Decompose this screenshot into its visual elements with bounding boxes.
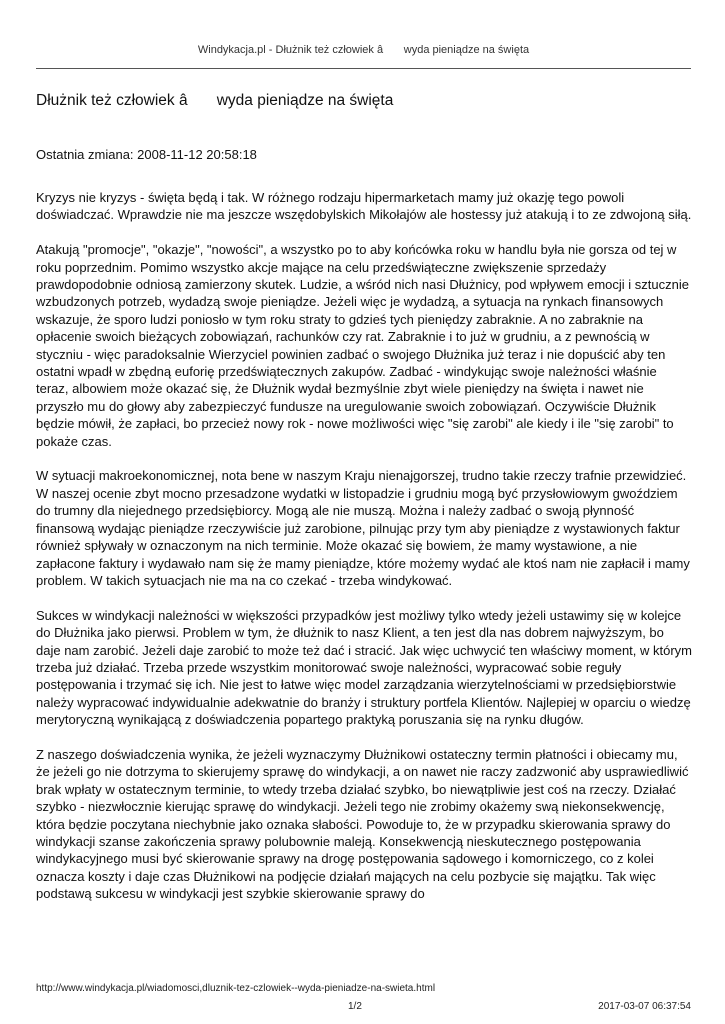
- page-number: 1/2: [348, 1001, 362, 1012]
- paragraph: W sytuacji makroekonomicznej, nota bene w naszym Kraju nienajgorszej, trudno takie rzeczy trafnie przewidzieć. W naszej ocenie zbyt mocno przesadzone wydatki w listopadzie i grudniu mogą być przysłowiowym gwoździem do trumny dla niejednego przedsiębiorcy. Mogą ale nie muszą. Można i należy zadbać o swoją płynność finansową wydając pieniądze rzeczywiście już zarobione, pilnując przy tym aby pieniądze z wystawionych faktur również spływały w oznaczonym na nich terminie. Może okazać się bowiem, że mamy wystawione, a nie zapłacone faktury i wydawało nam się że mamy pieniądze, które możemy wydać ale ktoś nam nie zapłacił i mamy problem. W takich sytuacjach nie ma na co czekać - trzeba windykować.: [36, 468, 690, 588]
- last-modified-date: Ostatnia zmiana: 2008-11-12 20:58:18: [36, 147, 257, 162]
- paragraph: Z naszego doświadczenia wynika, że jeżeli wyznaczymy Dłużnikowi ostateczny termin płatności i obiecamy mu, że jeżeli go nie dotrzyma to skierujemy sprawę do windykacji, a on nawet nie raczy zadzwonić aby usprawiedliwić brak wpłaty w ostatecznym terminie, to wtedy trzeba działać szybko, bo niewątpliwie jest coś na rzeczy. Działać szybko - niezwłocznie kierując sprawę do windykacji. Jeżeli tego nie zrobimy okażemy swą niekonsekwencję, która będzie poczytana niechybnie jako oznaka słabości. Powoduje to, że w przypadku skierowania sprawy do windykacji szanse zakończenia sprawy polubownie maleją. Konsekwencją nieskutecznego postępowania windykacyjnego musi być skierowanie sprawy na drogę postępowania sądowego i komorniczego, co z kolei oznacza koszty i daje czas Dłużnikowi na podjęcie działań mających na celu pozbycie się majątku. Tak więc podstawą sukcesu w windykacji jest szybkie skierowanie sprawy do: [36, 746, 689, 902]
- running-header: Windykacja.pl - Dłużnik też człowiek â wyda pieniądze na święta: [197, 44, 530, 56]
- paragraph: Kryzys nie kryzys - święta będą i tak. W różnego rodzaju hipermarketach mamy już okazję tego powoli doświadczać. Wprawdzie nie ma jeszcze wszędobylskich Mikołajów ale hostessy już atakują i to ze zdwojoną siłą.: [36, 190, 692, 223]
- header-divider: [36, 68, 691, 69]
- article-title: Dłużnik też człowiek â wyda pieniądze na święta: [36, 92, 394, 109]
- footer-url: http://www.windykacja.pl/wiadomosci,dluznik-tez-czlowiek--wyda-pieniadze-na-swieta.html: [36, 983, 436, 994]
- paragraph: Atakują "promocje", "okazje", "nowości", a wszystko po to aby końcówka roku w handlu była nie gorsza od tej w roku poprzednim. Pomimo wszystko akcje mające na celu przedświąteczne zwiększenie sprzedaży prawdopodobnie odniosą zamierzony skutek. Ludzie, a wśród nich nasi Dłużnicy, pod wpływem emocji i sztucznie wzbudzonych potrzeb, wydadzą swoje pieniądze. Jeżeli więc je wydadzą, a sytuacja na rynkach finansowych wskazuje, że sporo ludzi poniosło w tym roku straty to gdzieś tych pieniędzy zabraknie. A no zabraknie na opłacenie swoich bieżących zobowiązań, rachunków czy rat. Zabraknie i to już w grudniu, a z pewnością w styczniu - więc paradoksalnie Wierzyciel powinien zadbać o swojego Dłużnika już teraz i nie dopuścić aby ten ostatni wpadł w zbędną euforię przedświątecznych zakupów. Zadbać - windykując swoje należności właśnie teraz, albowiem może okazać się, że Dłużnik wydał bezmyślnie zbyt wiele pieniędzy na święta i nawet nie przyszło mu do głowy aby zabezpieczyć fundusze na uregulowanie swoich zobowiązań. Oczywiście Dłużnik będzie mówił, że zapłaci, bo przecież nowy rok - nowe możliwości więc "się zarobi" ale kiedy i ile "się zarobi" to pokaże czas.: [36, 242, 689, 449]
- paragraph: Sukces w windykacji należności w większości przypadków jest możliwy tylko wtedy jeżeli ustawimy się w kolejce do Dłużnika jako pierwsi. Problem w tym, że dłużnik to nasz Klient, a ten jest dla nas dobrem najwyższym, bo daje nam zarobić. Jeżeli daje zarobić to może też dać i stracić. Jak więc uchwycić ten właściwy moment, w którym trzeba już działać. Trzeba przede wszystkim monitorować swoje należności, wypracować sobie reguły postępowania i trzymać się ich. Nie jest to łatwe więc model zarządzania wierzytelnościami w przedsiębiorstwie należy wypracować indywidualnie adekwatnie do branży i struktury portfela Klientów. Najlepiej w oparciu o wiedzę merytoryczną wynikającą z doświadczenia popartego praktyką poruszania się na rynku długów.: [36, 607, 693, 728]
- article-body: [36, 189, 692, 920]
- print-timestamp: 2017-03-07 06:37:54: [598, 1001, 691, 1012]
